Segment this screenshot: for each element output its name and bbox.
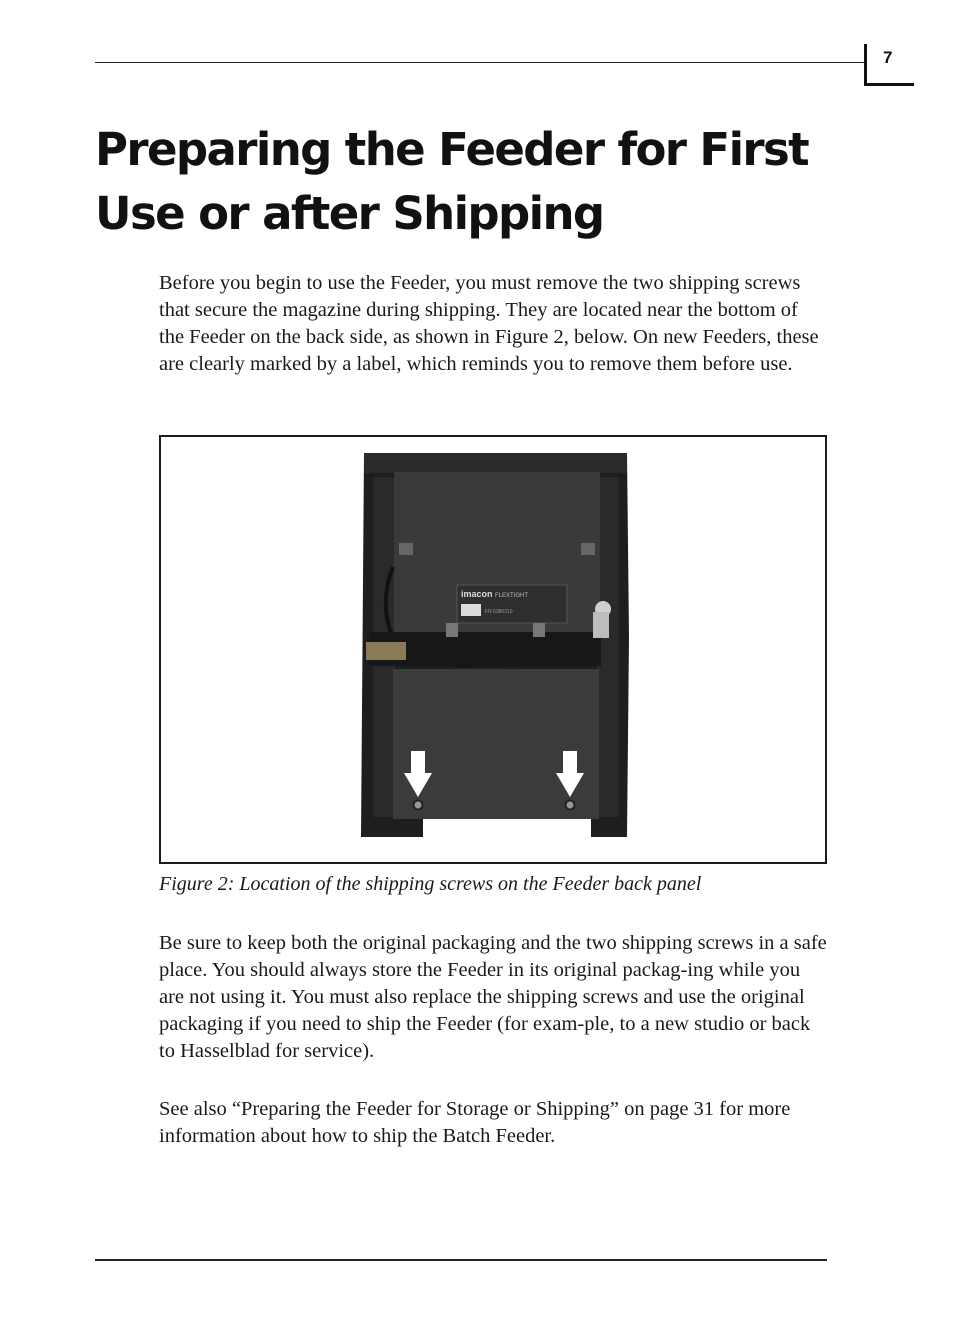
footer-rule (95, 1259, 827, 1261)
see-also-paragraph: See also “Preparing the Feeder for Storage or Shipping” on page 31 for more information about how to ship the Batch Feeder. (159, 1098, 791, 1147)
right-shipping-screw (566, 801, 575, 810)
header-rule (95, 62, 865, 63)
feeder-back-panel-photo (161, 437, 825, 862)
knob-bracket (593, 612, 609, 638)
packaging-paragraph: Be sure to keep both the original packaging and the two shipping screws in a safe place. You should always store the Feeder in its original packag-ing while you are not using it. You must also replace the shipping screws and use the original packaging if you need to ship the Feeder (for exam-ple, to a new studio or back to Hasselblad for service). (159, 932, 827, 1062)
clip-left (446, 623, 458, 637)
label-serial: FN 6380310 (485, 609, 513, 615)
figure-2-frame (159, 435, 827, 864)
left-shipping-screw (414, 801, 423, 810)
figure-caption: Figure 2: Location of the shipping screws on the Feeder back panel (159, 873, 702, 895)
label-brand: imacon (461, 589, 493, 599)
clip-right (533, 623, 545, 637)
right-latch (581, 543, 595, 555)
page-title: Preparing the Feeder for First Use or after Shipping (95, 123, 809, 240)
serial-connector (366, 642, 406, 660)
label-field (461, 604, 481, 616)
intro-paragraph: Before you begin to use the Feeder, you must remove the two shipping screws that secure the magazine during shipping. They are located near the bottom of the Feeder on the back side, as shown in Figure 2, below. On new Feeders, these are clearly marked by a label, which reminds you to remove them before use. (159, 272, 819, 375)
left-latch (399, 543, 413, 555)
lower-panel (393, 669, 599, 819)
page-number: 7 (883, 48, 893, 67)
housing-top-edge (364, 453, 627, 473)
label-product: FLEXTIGHT (495, 593, 529, 599)
